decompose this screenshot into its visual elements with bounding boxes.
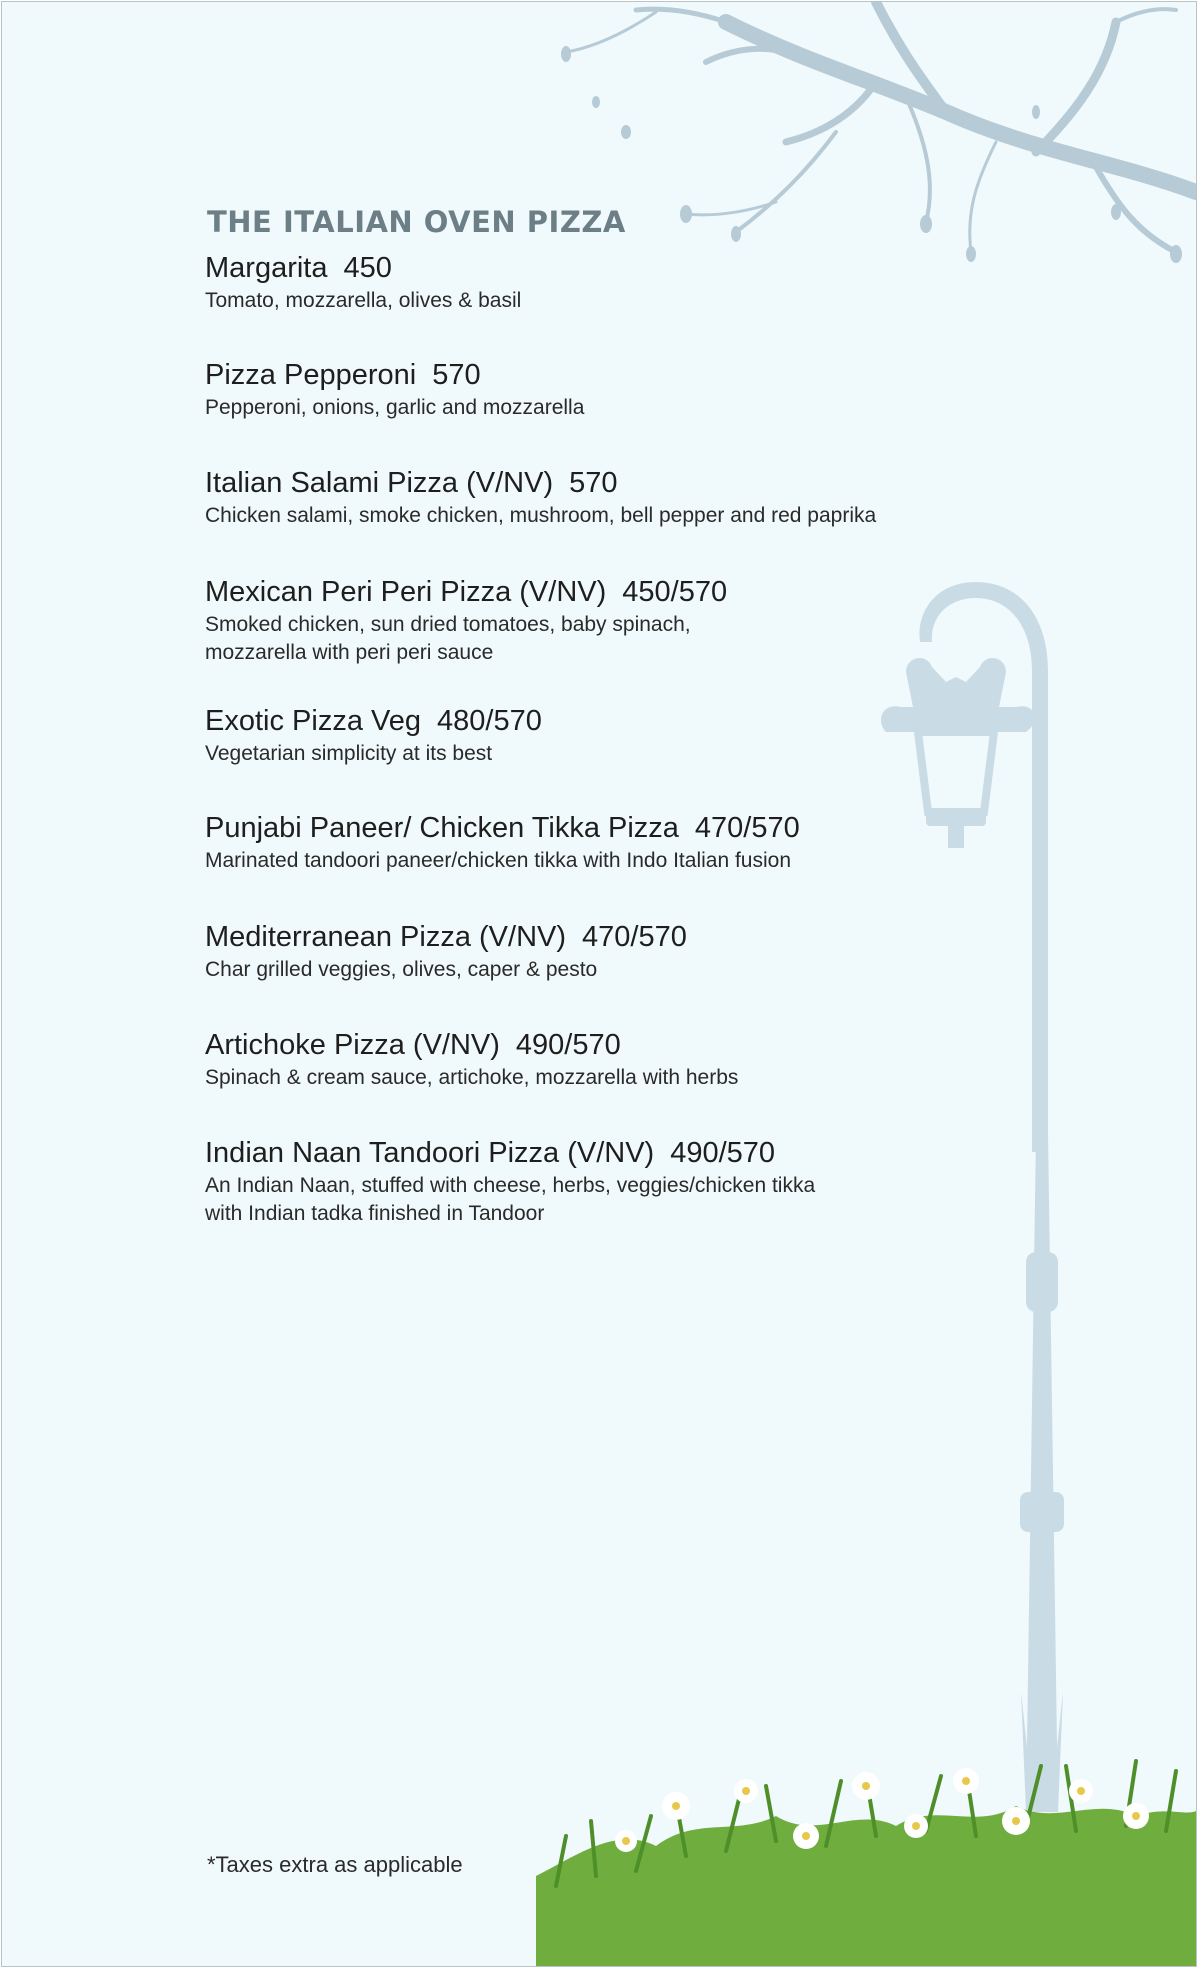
item-price: 450/570: [622, 576, 728, 608]
menu-heading: THE ITALIAN OVEN PIZZA: [207, 205, 626, 239]
menu-item: [205, 359, 584, 422]
item-description: Spinach & cream sauce, artichoke, mozzarella with herbs: [205, 1066, 739, 1089]
menu-item: [205, 576, 727, 667]
item-price: 450: [343, 252, 392, 284]
menu-item: [205, 921, 687, 984]
item-description: Smoked chicken, sun dried tomatoes, baby spinach,: [205, 613, 691, 636]
item-description: Pepperoni, onions, garlic and mozzarella: [205, 396, 585, 419]
item-name: Mediterranean Pizza (V/NV): [205, 921, 567, 953]
item-price: 470/570: [582, 921, 687, 953]
item-price: 490/570: [515, 1029, 621, 1061]
item-description-line2: with Indian tadka finished in Tandoor: [205, 1202, 545, 1225]
item-description: An Indian Naan, stuffed with cheese, herbs, veggies/chicken tikka: [205, 1174, 816, 1197]
item-name: Punjabi Paneer/ Chicken Tikka Pizza: [205, 812, 679, 844]
item-price: 490/570: [670, 1137, 776, 1169]
item-name: Artichoke Pizza (V/NV): [205, 1029, 500, 1061]
item-price: 470/570: [694, 812, 800, 844]
menu-page: [1, 1, 1197, 1967]
item-price: 570: [432, 359, 481, 391]
item-name: Mexican Peri Peri Pizza (V/NV): [205, 576, 607, 608]
item-description: Chicken salami, smoke chicken, mushroom, bell pepper and red paprika: [205, 504, 877, 527]
item-price: 480/570: [437, 705, 542, 737]
grass-flowers-illustration: [536, 1746, 1196, 1966]
taxes-footnote: *Taxes extra as applicable: [207, 1852, 463, 1877]
street-lamp-illustration: [876, 572, 1136, 1812]
menu-item: [205, 252, 521, 315]
menu-item: [205, 705, 542, 768]
item-description: Char grilled veggies, olives, caper & pesto: [205, 958, 598, 981]
tree-branch-illustration: [476, 2, 1196, 302]
item-description-line2: mozzarella with peri peri sauce: [205, 641, 494, 664]
item-name: Indian Naan Tandoori Pizza (V/NV): [205, 1137, 655, 1169]
item-name: Italian Salami Pizza (V/NV): [205, 467, 554, 499]
menu-item: [205, 1137, 815, 1228]
item-description: Tomato, mozzarella, olives & basil: [205, 289, 522, 312]
item-description: Marinated tandoori paneer/chicken tikka with Indo Italian fusion: [205, 849, 792, 872]
item-description: Vegetarian simplicity at its best: [205, 742, 493, 765]
menu-item: [205, 1029, 738, 1092]
item-name: Margarita: [205, 252, 328, 284]
menu-item: [205, 467, 876, 530]
item-price: 570: [569, 467, 618, 499]
item-name: Exotic Pizza Veg: [205, 705, 421, 737]
menu-item: [205, 812, 800, 875]
item-name: Pizza Pepperoni: [205, 359, 417, 391]
